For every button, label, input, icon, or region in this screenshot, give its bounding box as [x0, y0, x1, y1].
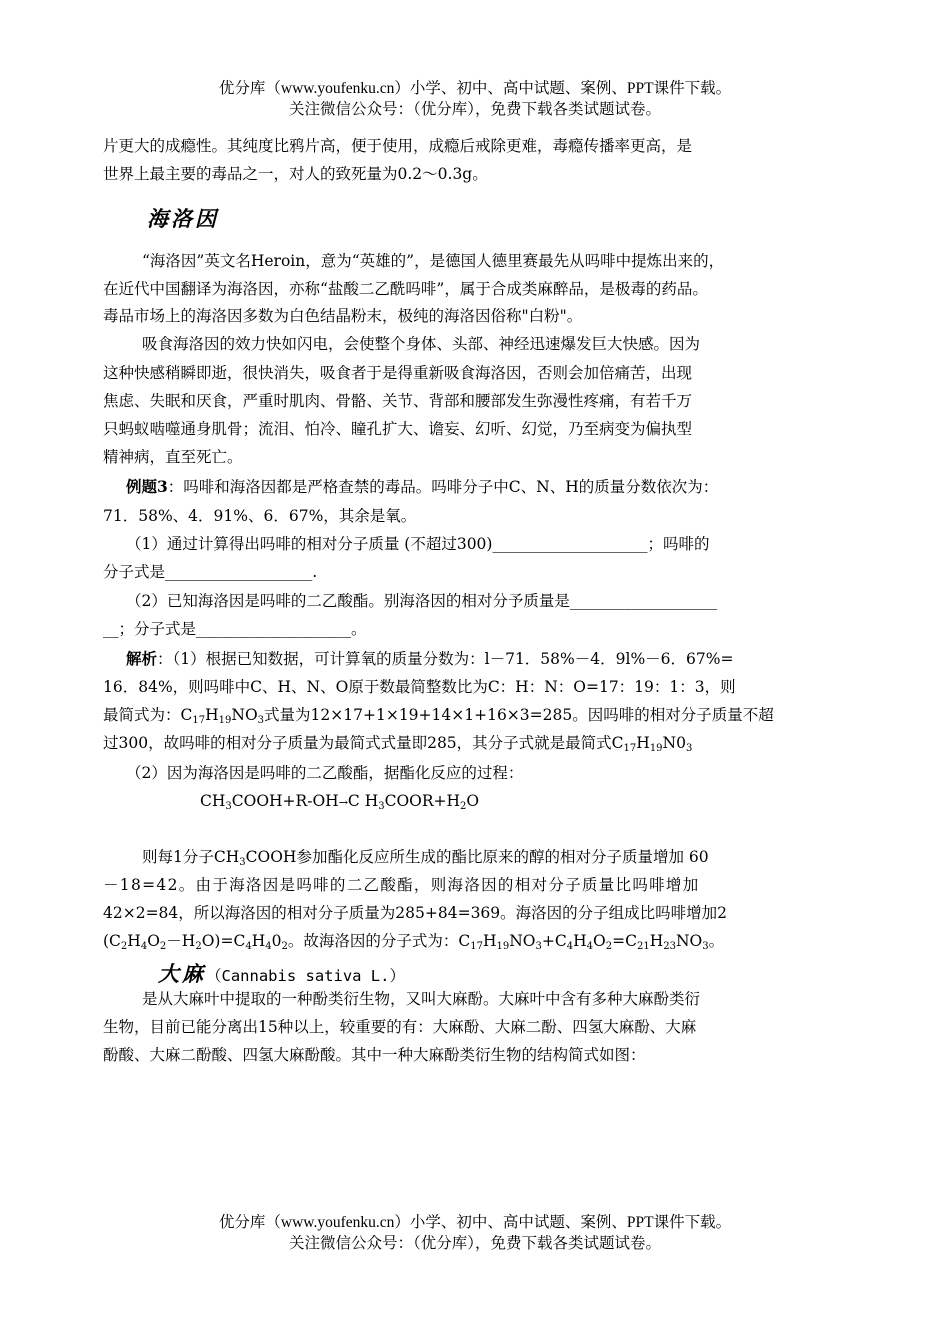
- heroin-p1-line-3: 毒品市场上的海洛因多数为白色结晶粉末，极纯的海洛因俗称"白粉"。: [103, 307, 583, 325]
- heroin-heading: 海洛因: [147, 206, 219, 231]
- heroin-p2-line-5: 精神病，直至死亡。: [103, 448, 243, 466]
- analysis-text-7b: 参加酯化反应所生成的酯比原来的醇的相对分子质量增加 60: [296, 848, 709, 866]
- heroin-p2-line-4: 只蚂蚁啮噬通身肌骨；流泪、怕冷、瞳孔扩大、谵妄、幻听、幻觉，乃至病变为偏执型: [103, 420, 693, 438]
- heroin-p1-line-1: “海洛因”英文名Heroin，意为“英雄的”，是德国人德里赛最先从吗啡中提炼出来的，: [142, 252, 725, 270]
- analysis-line-3: [103, 704, 774, 726]
- formula-morphine-2: $C_{17}H_{19}N0_3$: [611, 734, 693, 754]
- heroin-p1-line-2: 在近代中国翻译为海洛因，亦称“盐酸二乙酰吗啡”，属于合成类麻醉品，是极毒的药品。: [103, 280, 708, 298]
- analysis-line-1: [126, 648, 733, 670]
- analysis-line-10: $(C_2H_4O_2-H_2O)=C_4H_40_2$。故海洛因的分子式为：$C_{17}H_{19}NO_3+C_4H_4O_2=C_{21}H_{23}NO_3$。: [103, 932, 725, 952]
- footer-line-2: 关注微信公众号：（优分库），免费下载各类试题试卷。: [288, 1235, 661, 1252]
- analysis-text-1: ：（1）根据已知数据，可计算氧的质量分数为：l－71．58%－4．9l%－6．67%=: [157, 650, 734, 668]
- analysis-text-10: 。故海洛因的分子式为：: [287, 932, 459, 950]
- page-footer: [0, 1212, 950, 1254]
- example-stem-text: ：吗啡和海洛因都是严格查禁的毒品。吗啡分子中C、N、H的质量分数依次为：: [167, 478, 719, 496]
- analysis-line-2: 16．84%，则吗啡中C、H、N、O原于数最简整数比为C：H：N：O=17：19：1：3，则: [103, 678, 736, 696]
- analysis-label: 解析: [126, 649, 158, 668]
- analysis-line-9: 42×2=84，所以海洛因的相对分子质量为285+84=369。海洛因的分子组成比吗啡增加2: [103, 904, 728, 922]
- cannabis-latin-name: （Cannabis sativa L.）: [206, 967, 405, 985]
- question-1-line-1: （1）通过计算得出吗啡的相对分子质量 (不超过300)____________________；吗啡的: [126, 535, 710, 553]
- cannabis-heading: 大麻: [158, 961, 206, 986]
- analysis-text-4: 过300，故吗啡的相对分子质量为最简式式量即285，其分子式就是最简式: [103, 734, 612, 752]
- esterification-equation: $CH_3COOH+R-OH\to C$ $H_3COOR+H_2O$: [200, 792, 480, 812]
- analysis-text-3b: 式量为12×17+1×19+14×1+16×3=285。因吗啡的相对分子质量不超: [264, 706, 774, 724]
- example-label: 例题3: [126, 477, 168, 496]
- analysis-line-7: 则每1分子$CH_3COOH$参加酯化反应所生成的酯比原来的醇的相对分子质量增加 60: [142, 848, 709, 868]
- question-2-line-2: __；分子式是____________________。: [103, 620, 367, 638]
- analysis-text-7a: 则每1分子: [142, 848, 214, 866]
- cannabis-line-1: 是从大麻叶中提取的一种酚类衍生物，又叫大麻酚。大麻叶中含有多种大麻酚类衍: [142, 990, 701, 1008]
- formula-morphine: $C_{17}H_{19}NO_3$: [180, 706, 265, 726]
- analysis-line-5: （2）因为海洛因是吗啡的二乙酸酯，据酯化反应的过程：: [126, 764, 524, 782]
- analysis-text-3a: 最简式为：: [103, 706, 181, 724]
- example-stem-line-1: [126, 476, 718, 498]
- header-line-2: 关注微信公众号：（优分库），免费下载各类试题试卷。: [288, 101, 661, 118]
- analysis-line-8: －18=42。由于海洛因是吗啡的二乙酸酯，则海洛因的相对分子质量比吗啡增加: [103, 876, 700, 894]
- intro-line-2: 世界上最主要的毒品之一，对人的致死量为0.2～0.3g。: [103, 165, 488, 183]
- cannabis-line-2: 生物，目前已能分离出15种以上，较重要的有：大麻酚、大麻二酚、四氢大麻酚、大麻: [103, 1018, 697, 1036]
- heroin-p2-line-1: 吸食海洛因的效力快如闪电，会使整个身体、头部、神经迅速爆发巨大快感。因为: [142, 335, 701, 353]
- page-header: [0, 78, 950, 120]
- question-2-line-1: （2）已知海洛因是吗啡的二乙酸酯。别海洛因的相对分予质量是___________________: [126, 592, 718, 610]
- heroin-p2-line-3: 焦虑、失眠和厌食，严重时肌肉、骨骼、关节、背部和腰部发生弥漫性疼痛，有若千万: [103, 392, 693, 410]
- question-1-line-2: 分子式是___________________.: [103, 563, 318, 581]
- example-stem-line-2: 71．58%、4．91%、6．67%，其余是氧。: [103, 507, 417, 525]
- heroin-p2-line-2: 这种快感稍瞬即逝，很快消失，吸食者于是得重新吸食海洛因，否则会加倍痛苦，出现: [103, 364, 693, 382]
- cannabis-line-3: 酚酸、大麻二酚酸、四氢大麻酚酸。其中一种大麻酚类衍生物的结构简式如图：: [103, 1046, 646, 1064]
- analysis-line-4: [103, 732, 692, 754]
- cannabis-heading-line: [158, 958, 405, 988]
- header-line-1: 优分库（www.youfenku.cn）小学、初中、高中试题、案例、PPT课件下载。: [218, 80, 732, 97]
- footer-line-1: 优分库（www.youfenku.cn）小学、初中、高中试题、案例、PPT课件下载。: [218, 1214, 732, 1231]
- intro-line-1: 片更大的成瘾性。其纯度比鸦片高，便于使用，成瘾后戒除更难，毒瘾传播率更高，是: [103, 137, 693, 155]
